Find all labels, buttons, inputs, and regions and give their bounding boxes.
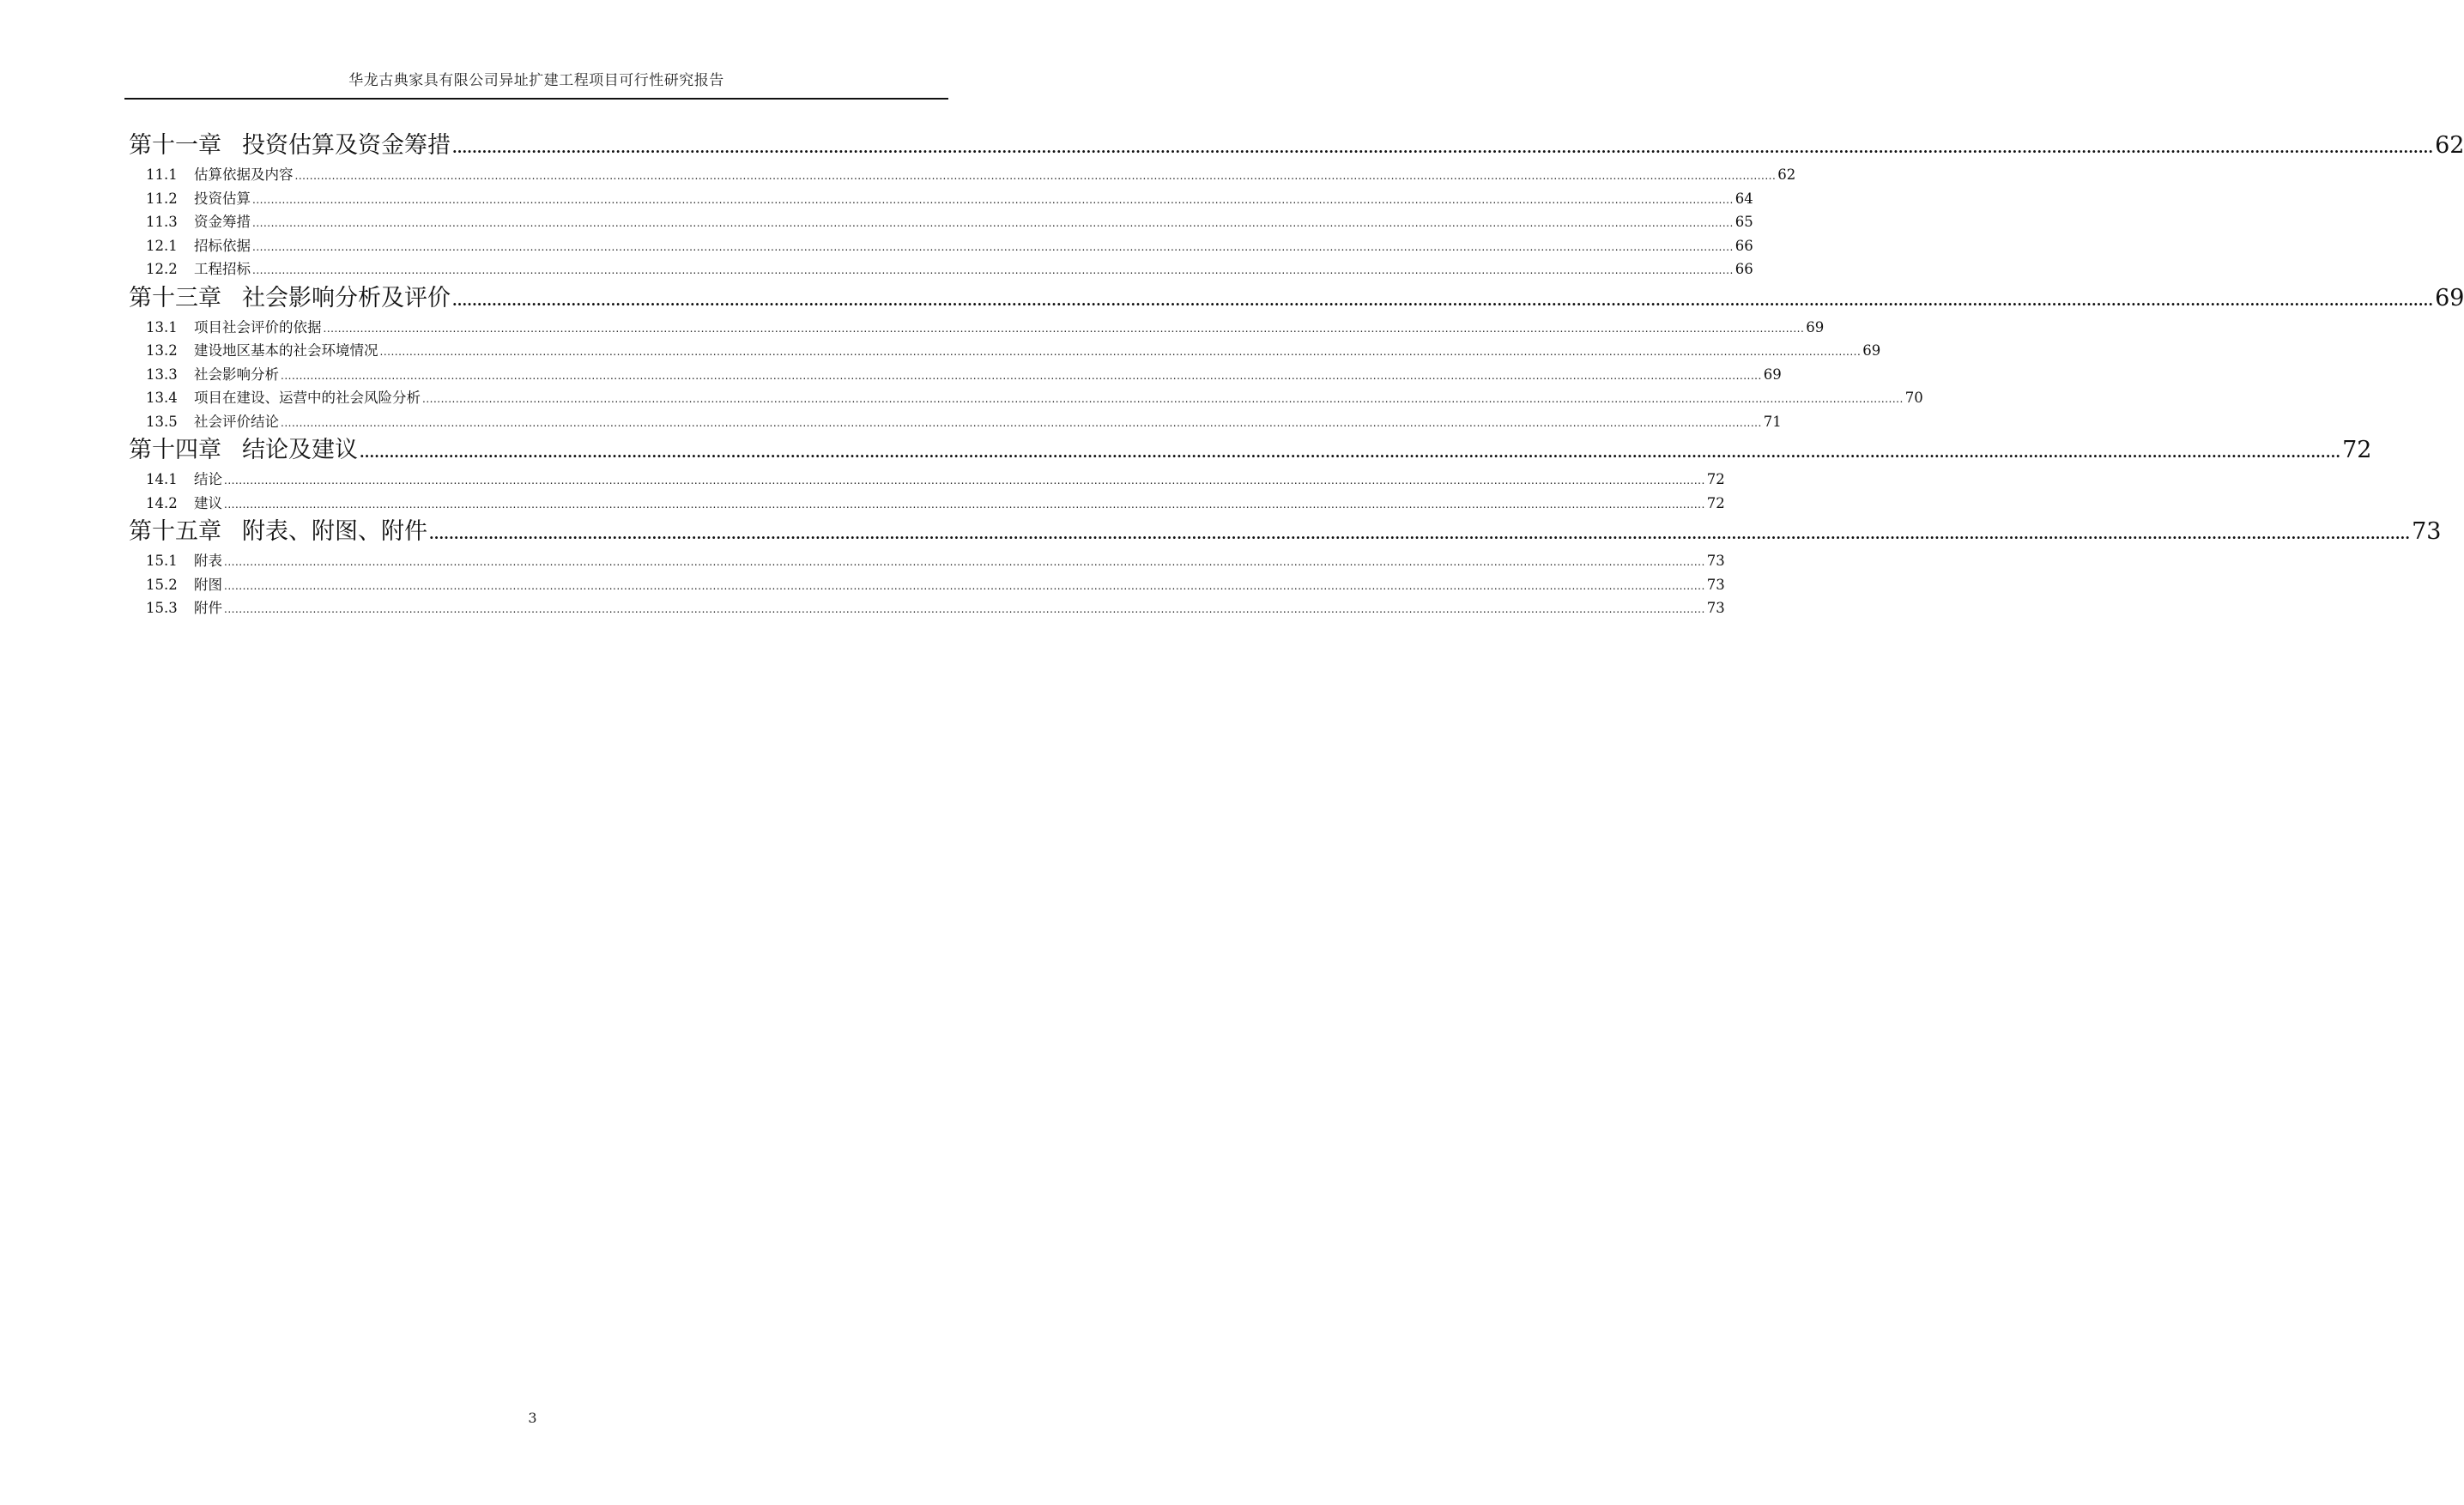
toc-entry-title: 投资估算及资金筹措 [242, 132, 451, 159]
toc-section-15-3[interactable] [129, 596, 1725, 620]
page-number: 3 [528, 1410, 537, 1426]
toc-section-14-1[interactable] [129, 468, 1725, 492]
toc-entry-title: 工程招标 [194, 261, 251, 277]
toc-entry-number: 12.2 [146, 261, 178, 277]
toc-entry-number: 15.3 [146, 600, 178, 616]
toc-leader-dots: ................................................................................................................................................................................................................................................................................................................................................................................................................ [224, 603, 1705, 615]
toc-section-13-3[interactable] [129, 363, 1782, 387]
toc-leader-dots: ................................................................................................................................................................................................................................................................................................................................................................................................................ [294, 170, 1777, 182]
toc-leader-dots: ................................................................................................................................................................................................................................................................................................................................................................................................................ [422, 393, 1904, 405]
toc-entry-title: 估算依据及内容 [194, 166, 294, 183]
toc-section-11-3[interactable] [129, 210, 1753, 234]
toc-leader-dots: ................................................................................................................................................................................................................................................................................................................................................................................................................ [224, 556, 1705, 568]
toc-entry-title: 社会评价结论 [194, 413, 279, 430]
toc-leader-dots: ................................................................................................................................................................................................................................................................................................................................................................................................................ [224, 474, 1705, 487]
toc-entry-page: 65 [1734, 214, 1753, 230]
toc-entry-number: 11.1 [146, 166, 178, 183]
toc-section-13-5[interactable] [129, 410, 1782, 434]
toc-entry-page: 62 [1777, 166, 1796, 183]
toc-section-11-1[interactable] [129, 163, 1796, 187]
toc-entry-number: 11.2 [146, 190, 178, 207]
toc-section-15-1[interactable] [129, 549, 1725, 573]
toc-entry-page: 64 [1734, 190, 1753, 207]
toc-entry-page: 73 [2412, 518, 2442, 545]
toc-leader-dots: ................................................................................................................................................................................................................................................................................................................................................................................................................ [281, 369, 1762, 382]
toc-leader-dots: ................................................................................................................................................................................................................................................................................................................................................................................................................ [281, 416, 1762, 429]
toc-entry-title: 社会影响分析及评价 [242, 284, 451, 311]
toc-entry-page: 73 [1706, 600, 1725, 616]
toc-entry-title: 项目在建设、运营中的社会风险分析 [194, 390, 421, 406]
toc-leader-dots: ................................................................................................................................................................................................................................................................................................................................................................................................................ [224, 498, 1705, 511]
toc-entry-page: 66 [1734, 261, 1753, 277]
toc-entry-number: 13.3 [146, 366, 178, 383]
toc-entry-title: 附表 [194, 553, 222, 569]
toc-section-12-2[interactable] [129, 257, 1753, 281]
toc-chapter-14[interactable] [129, 433, 2372, 468]
toc-entry-title: 投资估算 [194, 190, 251, 207]
toc-leader-dots: ................................................................................................................................................................................................................................................................................................................................................................................................................ [252, 193, 1734, 206]
toc-entry-number: 13.5 [146, 413, 178, 430]
toc-leader-dots: ................................................................................................................................................................................................................................................................................................................................................................................................................ [452, 140, 2434, 156]
toc-entry-number: 15.2 [146, 576, 178, 593]
toc-section-13-4[interactable] [129, 386, 1923, 410]
toc-entry-number: 第十四章 [129, 437, 221, 463]
toc-entry-page: 72 [1706, 471, 1725, 487]
toc-leader-dots: ................................................................................................................................................................................................................................................................................................................................................................................................................ [252, 240, 1734, 253]
toc-section-13-1[interactable] [129, 316, 1825, 340]
toc-leader-dots: ................................................................................................................................................................................................................................................................................................................................................................................................................ [429, 526, 2411, 542]
toc-entry-page: 72 [1706, 494, 1725, 511]
toc-entry-page: 69 [2435, 284, 2464, 311]
toc-entry-number: 11.3 [146, 214, 178, 230]
toc-entry-title: 社会影响分析 [194, 366, 279, 383]
toc-entry-number: 15.1 [146, 553, 178, 569]
toc-entry-page: 62 [2435, 132, 2464, 159]
toc-entry-title: 结论 [194, 471, 222, 487]
toc-entry-page: 69 [1763, 366, 1782, 383]
toc-chapter-11[interactable] [129, 129, 2464, 163]
toc-entry-page: 69 [1862, 342, 1881, 359]
toc-section-15-2[interactable] [129, 573, 1725, 597]
toc-section-14-2[interactable] [129, 492, 1725, 516]
toc-entry-number: 14.1 [146, 471, 178, 487]
toc-entry-page: 73 [1706, 553, 1725, 569]
toc-entry-number: 13.4 [146, 390, 178, 406]
toc-entry-page: 71 [1763, 413, 1782, 430]
toc-entry-title: 建设地区基本的社会环境情况 [194, 342, 378, 359]
toc-entry-title: 资金筹措 [194, 214, 251, 230]
toc-entry-number: 14.2 [146, 494, 178, 511]
toc-entry-title: 附表、附图、附件 [242, 518, 427, 545]
toc-entry-number: 第十一章 [129, 132, 221, 159]
toc-chapter-15[interactable] [129, 515, 2442, 549]
toc-leader-dots: ................................................................................................................................................................................................................................................................................................................................................................................................................ [252, 217, 1734, 229]
toc-entry-title: 结论及建议 [242, 437, 358, 463]
toc-entry-title: 附图 [194, 576, 222, 593]
table-of-contents [129, 129, 2464, 620]
toc-section-12-1[interactable] [129, 234, 1753, 258]
toc-entry-title: 建议 [194, 494, 222, 511]
document-header: 华龙古典家具有限公司异址扩建工程项目可行性研究报告 [348, 72, 724, 89]
toc-leader-dots: ................................................................................................................................................................................................................................................................................................................................................................................................................ [452, 292, 2434, 309]
toc-entry-page: 72 [2342, 437, 2372, 463]
toc-section-11-2[interactable] [129, 187, 1753, 211]
toc-leader-dots: ................................................................................................................................................................................................................................................................................................................................................................................................................ [252, 264, 1734, 276]
toc-entry-title: 项目社会评价的依据 [194, 318, 322, 335]
header-rule [124, 98, 948, 100]
toc-chapter-13[interactable] [129, 281, 2464, 316]
toc-entry-page: 73 [1706, 576, 1725, 593]
toc-leader-dots: ................................................................................................................................................................................................................................................................................................................................................................................................................ [323, 322, 1805, 335]
toc-leader-dots: ................................................................................................................................................................................................................................................................................................................................................................................................................ [379, 346, 1862, 358]
toc-section-13-2[interactable] [129, 339, 1881, 363]
toc-entry-number: 12.1 [146, 237, 178, 254]
toc-entry-title: 招标依据 [194, 237, 251, 254]
toc-leader-dots: ................................................................................................................................................................................................................................................................................................................................................................................................................ [360, 444, 2341, 461]
toc-entry-number: 13.2 [146, 342, 178, 359]
toc-entry-page: 69 [1806, 318, 1825, 335]
toc-entry-number: 第十三章 [129, 284, 221, 311]
toc-leader-dots: ................................................................................................................................................................................................................................................................................................................................................................................................................ [224, 579, 1705, 592]
toc-entry-page: 66 [1734, 237, 1753, 254]
toc-entry-title: 附件 [194, 600, 222, 616]
toc-entry-number: 13.1 [146, 318, 178, 335]
toc-entry-number: 第十五章 [129, 518, 221, 545]
toc-entry-page: 70 [1904, 390, 1923, 406]
